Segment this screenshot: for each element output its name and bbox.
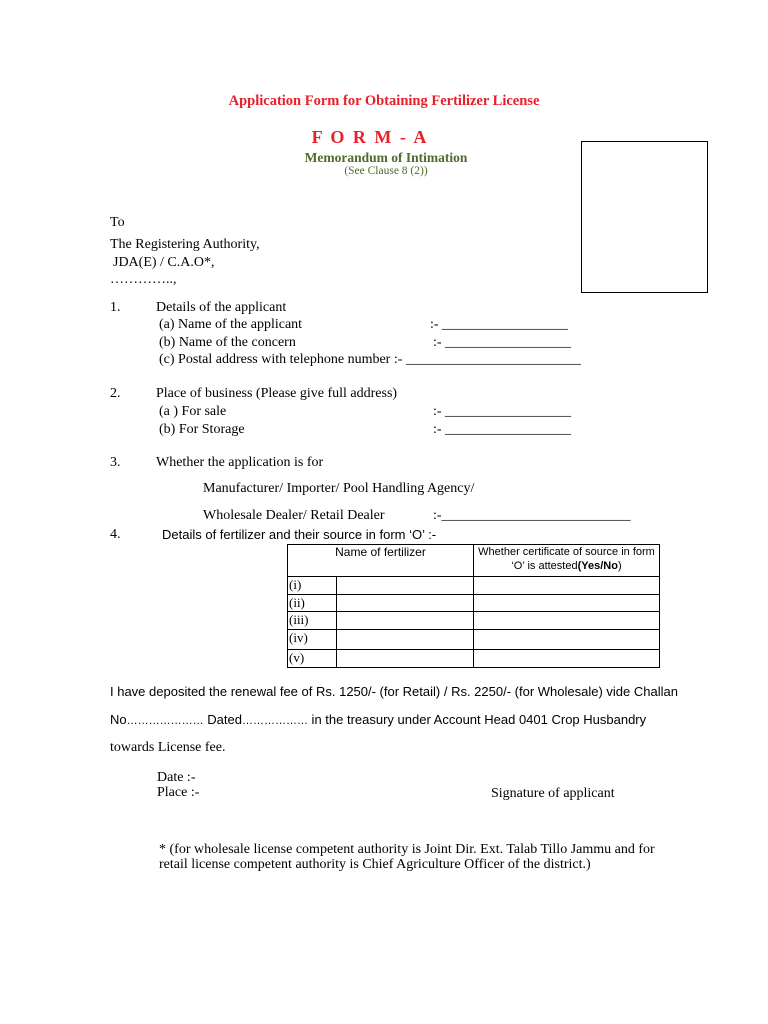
address-office: JDA(E) / C.A.O*,	[113, 255, 215, 270]
section2-item-a-field[interactable]: :- __________________	[433, 404, 572, 419]
section1-item-c[interactable]: (c) Postal address with telephone number :- _________________________	[159, 352, 581, 367]
address-to: To	[110, 215, 125, 230]
section3-field[interactable]: :-___________________________	[433, 508, 631, 523]
attested-cell[interactable]	[474, 650, 660, 668]
fertilizer-name-cell[interactable]	[337, 577, 474, 595]
table-row	[288, 577, 660, 595]
table-row	[288, 612, 660, 630]
section2-heading: Place of business (Please give full address)	[156, 386, 398, 401]
section1-number: 1.	[110, 300, 121, 315]
attested-cell[interactable]	[474, 630, 660, 650]
table-row	[288, 595, 660, 612]
photo-box	[581, 141, 708, 293]
section4-heading: Details of fertilizer and their source in form ‘O’ :-	[162, 527, 437, 542]
table-header-attested-line1: Whether certificate of source in form	[478, 546, 655, 558]
row-label: (v)	[288, 650, 337, 668]
section2-item-b-field[interactable]: :- __________________	[433, 422, 572, 437]
address-authority: The Registering Authority,	[110, 237, 260, 252]
section2-number: 2.	[110, 386, 121, 401]
section2-item-a: (a ) For sale	[159, 404, 227, 419]
fertilizer-table	[287, 544, 660, 668]
clause-reference: (See Clause 8 (2))	[344, 165, 428, 177]
fertilizer-name-cell[interactable]	[337, 630, 474, 650]
section1-item-b-field[interactable]: :- __________________	[433, 335, 572, 350]
section1-item-b: (b) Name of the concern	[159, 335, 296, 350]
table-header-attested-line2: ‘O’ is attested(Yes/No)	[511, 560, 622, 572]
deposit-line1: I have deposited the renewal fee of Rs. 1250/- (for Retail) / Rs. 2250/- (for Wholesale) vide Challan	[110, 684, 678, 699]
fertilizer-name-cell[interactable]	[337, 595, 474, 612]
row-label: (ii)	[288, 595, 337, 612]
section1-item-a-field[interactable]: :- __________________	[430, 317, 569, 332]
table-header-name: Name of fertilizer	[288, 545, 474, 577]
attested-cell[interactable]	[474, 577, 660, 595]
row-label: (i)	[288, 577, 337, 595]
deposit-line3: towards License fee.	[110, 740, 226, 755]
deposit-line2: No………………… Dated……………… in the treasury under Account Head 0401 Crop Husbandry	[110, 712, 647, 727]
signature-label: Signature of applicant	[491, 786, 615, 801]
form-label: F O R M - A	[311, 127, 429, 147]
table-row	[288, 650, 660, 668]
section3-options-line2: Wholesale Dealer/ Retail Dealer	[203, 508, 385, 523]
fertilizer-name-cell[interactable]	[337, 650, 474, 668]
section2-item-b: (b) For Storage	[159, 422, 245, 437]
row-label: (iv)	[288, 630, 337, 650]
challan-number-field[interactable]: …………………	[126, 715, 204, 727]
attested-cell[interactable]	[474, 612, 660, 630]
table-header-attested	[474, 545, 660, 577]
attested-cell[interactable]	[474, 595, 660, 612]
section1-item-a: (a) Name of the applicant	[159, 317, 303, 332]
form-subtitle: Memorandum of Intimation	[304, 150, 468, 165]
row-label: (iii)	[288, 612, 337, 630]
date-label: Date :-	[157, 770, 196, 785]
fertilizer-name-cell[interactable]	[337, 612, 474, 630]
table-row	[288, 630, 660, 650]
section4-number: 4.	[110, 527, 121, 542]
section3-number: 3.	[110, 455, 121, 470]
footnote-line1: * (for wholesale license competent authority is Joint Dir. Ext. Talab Tillo Jammu and for	[159, 842, 655, 857]
place-label: Place :-	[157, 785, 200, 800]
section1-heading: Details of the applicant	[156, 300, 287, 315]
footnote-line2: retail license competent authority is Chief Agriculture Officer of the district.)	[159, 857, 591, 872]
section3-heading: Whether the application is for	[156, 455, 324, 470]
form-title: Application Form for Obtaining Fertilizer License	[228, 93, 540, 109]
section3-options-line1: Manufacturer/ Importer/ Pool Handling Agency/	[203, 481, 475, 496]
address-dots: …………..,	[110, 272, 177, 287]
challan-date-field[interactable]: ………………	[241, 715, 308, 727]
